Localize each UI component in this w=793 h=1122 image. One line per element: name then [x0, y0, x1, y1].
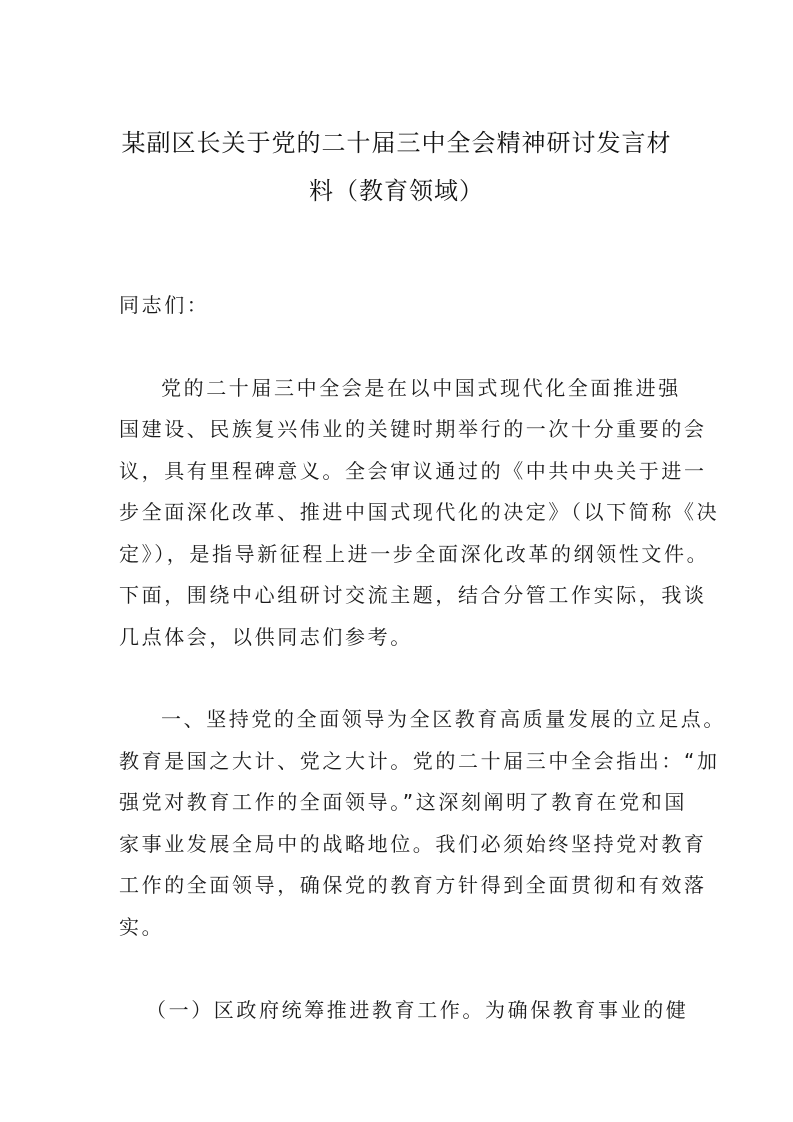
paragraph-1-line: 下面，围绕中心组研讨交流主题，结合分管工作实际，我谈 — [119, 583, 707, 607]
paragraph-3-line: （一）区政府统筹推进教育工作。为确保教育事业的健 — [146, 998, 689, 1022]
paragraph-2-line: 教育是国之大计、党之大计。党的二十届三中全会指出：“加 — [119, 749, 720, 773]
paragraph-1-line: 国建设、民族复兴伟业的关键时期举行的一次十分重要的会 — [119, 417, 707, 441]
paragraph-2-line: 工作的全面领导，确保党的教育方针得到全面贯彻和有效落 — [119, 873, 707, 897]
document-title-line-2: 料（教育领域） — [309, 177, 484, 205]
salutation: 同志们： — [119, 293, 210, 317]
paragraph-2-line: 强党对教育工作的全面领导。”这深刻阐明了教育在党和国 — [119, 790, 687, 814]
paragraph-1-line: 步全面深化改革、推进中国式现代化的决定》（以下简称《决 — [119, 500, 720, 524]
document-title-line-1: 某副区长关于党的二十届三中全会精神研讨发言材 — [121, 129, 672, 157]
paragraph-2-line: 家事业发展全局中的战略地位。我们必须始终坚持党对教育 — [119, 832, 707, 856]
paragraph-2-line: 实。 — [119, 915, 165, 939]
paragraph-1-line: 定》），是指导新征程上进一步全面深化改革的纲领性文件。 — [119, 542, 710, 566]
paragraph-2-line: 一、坚持党的全面领导为全区教育高质量发展的立足点。 — [161, 707, 726, 731]
paragraph-1-line: 党的二十届三中全会是在以中国式现代化全面推进强 — [161, 376, 681, 400]
paragraph-1-line: 议，具有里程碑意义。全会审议通过的《中共中央关于进一 — [119, 459, 707, 483]
paragraph-1-line: 几点体会，以供同志们参考。 — [119, 625, 413, 649]
